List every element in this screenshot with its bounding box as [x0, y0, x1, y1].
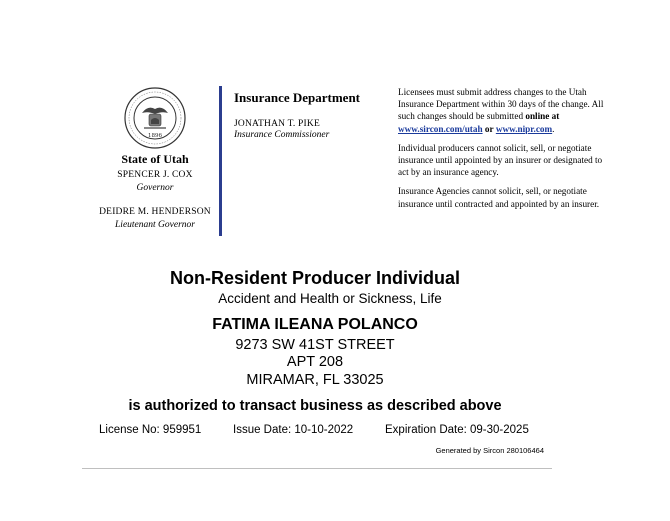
address-line3: MIRAMAR, FL 33025	[246, 372, 384, 388]
state-name: State of Utah	[121, 152, 189, 166]
holder-name: FATIMA ILEANA POLANCO	[212, 316, 418, 333]
address-line1: 9273 SW 41ST STREET	[235, 337, 395, 353]
authorization-statement: is authorized to transact business as described above	[128, 398, 502, 414]
expiration-date: Expiration Date: 09-30-2025	[385, 424, 529, 436]
seal-year: 1896	[148, 133, 162, 139]
lines-of-authority: Accident and Health or Sickness, Life	[218, 291, 442, 306]
lt-governor-name: DEIDRE M. HENDERSON	[99, 207, 211, 217]
generated-by: Generated by Sircon 280106464	[435, 446, 544, 455]
or-word: or	[484, 123, 494, 134]
producer-notice: Individual producers cannot solicit, sell, or negotiate insurance until appointed by an insurer or designated to act by an insurance agency.	[398, 142, 603, 178]
lt-governor-title: Lieutenant Governor	[115, 220, 195, 230]
sircon-link[interactable]: www.sircon.com/utah	[398, 123, 483, 134]
governor-title: Governor	[136, 183, 174, 193]
address-line2: APT 208	[286, 354, 344, 370]
notices-block	[398, 86, 612, 217]
license-number: License No: 959951	[99, 424, 202, 436]
footer-rule	[82, 468, 552, 469]
header-divider	[219, 86, 222, 236]
commissioner-title: Insurance Commissioner	[234, 130, 330, 140]
issue-date: Issue Date: 10-10-2022	[233, 424, 354, 436]
notice-period: .	[552, 123, 555, 134]
nipr-link[interactable]: www.nipr.com	[495, 123, 553, 134]
agency-notice: Insurance Agencies cannot solicit, sell, or negotiate insurance until contracted and appointed by an insurer.	[398, 186, 600, 209]
address-change-notice	[398, 86, 612, 135]
commissioner-name: JONATHAN T. PIKE	[234, 119, 320, 129]
license-type: Non-Resident Producer Individual	[169, 268, 461, 288]
state-seal-icon	[124, 87, 186, 149]
online-prefix: online at	[525, 111, 560, 122]
department-title: Insurance Department	[234, 90, 361, 105]
governor-name: SPENCER J. COX	[117, 170, 193, 180]
address-notice-text: Licensees must submit address changes to the Utah Insurance Department within 30 days of the change. All such changes should be submitted	[398, 87, 604, 122]
